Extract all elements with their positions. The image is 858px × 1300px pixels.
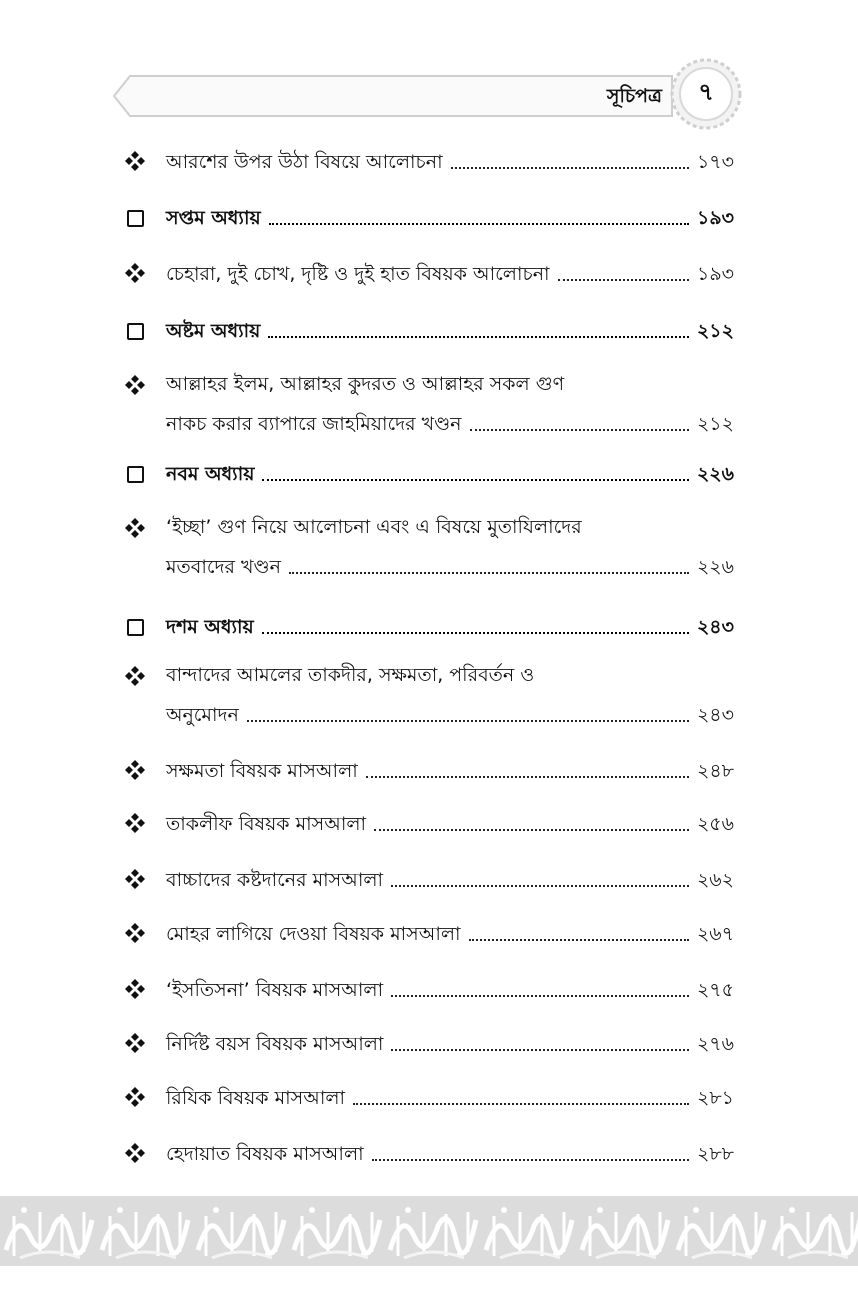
toc-entry-page: ২৪৮ [696,760,734,782]
toc-entry-page: ২৬৭ [696,923,734,945]
toc-entry[interactable] [124,256,734,288]
diamond-bullet-icon [124,868,146,890]
dot-leader [469,938,689,941]
diamond-bullet-icon [124,374,146,396]
dot-leader [391,994,689,997]
dot-leader [353,1102,689,1105]
dot-leader [391,884,689,887]
toc-entry-title: আরশের উপর উঠা বিষয়ে আলোচনা [166,151,443,173]
toc-entry-title: সক্ষমতা বিষয়ক মাসআলা [166,760,358,782]
diamond-bullet-icon [124,262,146,284]
toc-chapter[interactable] [124,313,734,345]
dot-leader [269,222,689,225]
page-number: ৭ [698,78,714,106]
dot-leader [391,1048,689,1051]
toc-entry-title: রিযিক বিষয়ক মাসআলা [166,1087,346,1109]
page-title: সূচিপত্র [606,85,662,107]
toc-entry[interactable] [124,862,734,894]
toc-entry-title: তাকলীফ বিষয়ক মাসআলা [166,813,367,835]
dot-leader [372,1158,689,1161]
square-bullet-icon [127,323,144,340]
toc-entry-page: ১৯৩ [696,263,734,285]
chapter-page: ১৯৩ [696,207,734,229]
toc-entry[interactable] [124,753,734,785]
dot-leader [268,335,689,338]
toc-entry-title: বাচ্চাদের কষ্টদানের মাসআলা [166,869,384,891]
diamond-bullet-icon [124,1086,146,1108]
diamond-bullet-icon [124,665,146,687]
toc-entry-page: ২৮৮ [696,1143,734,1165]
toc-chapter[interactable] [124,200,734,232]
calligraphy-border [0,1196,858,1266]
toc-entry-title: মোহর লাগিয়ে দেওয়া বিষয়ক মাসআলা [166,923,461,945]
toc-entry-page: ২২৬ [696,556,734,578]
diamond-bullet-icon [124,1142,146,1164]
dot-leader [558,278,689,281]
dot-leader [247,719,689,722]
toc-entry-title: আল্লাহর ইলম, আল্লাহর কুদরত ও আল্লাহর সকল গুণ [166,373,565,395]
toc-entry[interactable] [124,806,734,838]
diamond-bullet-icon [124,812,146,834]
toc-entry[interactable] [124,1026,734,1058]
toc-entry-page: ২৬২ [696,869,734,891]
dot-leader [366,775,689,778]
toc-entry[interactable] [124,659,734,729]
toc-entry-title-cont: অনুমোদন [166,704,239,726]
toc-entry-title: ‘ইচ্ছা’ গুণ নিয়ে আলোচনা এবং এ বিষয়ে মুতাযিলাদের [166,516,582,538]
toc-entry-title: নির্দিষ্ট বয়স বিষয়ক মাসআলা [166,1033,384,1055]
dot-leader [262,478,689,481]
square-bullet-icon [127,210,144,227]
toc-entry-title: হেদায়াত বিষয়ক মাসআলা [166,1143,364,1165]
header-banner [112,72,678,120]
chapter-page: ২১২ [696,320,734,342]
dot-leader [262,631,689,634]
diamond-bullet-icon [124,759,146,781]
diamond-bullet-icon [124,978,146,1000]
toc-entry[interactable] [124,1080,734,1112]
dot-leader [289,571,689,574]
toc-entry-page: ২৫৬ [696,813,734,835]
diamond-bullet-icon [124,922,146,944]
square-bullet-icon [127,619,144,636]
toc-entry-page: ১৭৩ [696,151,734,173]
toc-entry-title: বান্দাদের আমলের তাকদীর, সক্ষমতা, পরিবর্তন ও [166,664,535,686]
toc-entry[interactable] [124,511,734,581]
toc-entry-page: ২৭৫ [696,979,734,1001]
toc-entry-title-cont: মতবাদের খণ্ডন [166,556,281,578]
toc-entry[interactable] [124,368,734,438]
toc-entry[interactable] [124,972,734,1004]
toc-entry-page: ২৪৩ [696,704,734,726]
toc-entry-page: ২৭৬ [696,1033,734,1055]
chapter-page: ২৪৩ [696,616,734,638]
toc-entry[interactable] [124,916,734,948]
toc-entry-title: ‘ইসতিসনা’ বিষয়ক মাসআলা [166,979,384,1001]
dot-leader [374,828,689,831]
toc-entry-title: চেহারা, দুই চোখ, দৃষ্টি ও দুই হাত বিষয়ক আলোচনা [166,263,550,285]
toc-entry-title-cont: নাকচ করার ব্যাপারে জাহমিয়াদের খণ্ডন [166,413,462,435]
toc-chapter[interactable] [124,609,734,641]
diamond-bullet-icon [124,1032,146,1054]
dot-leader [451,166,689,169]
toc-entry[interactable] [124,1136,734,1168]
chapter-title: নবম অধ্যায় [166,463,255,485]
diamond-bullet-icon [124,150,146,172]
chapter-page: ২২৬ [696,463,734,485]
chapter-title: সপ্তম অধ্যায় [166,207,261,229]
chapter-title: অষ্টম অধ্যায় [166,320,261,342]
toc-entry-page: ২১২ [696,413,734,435]
toc-entry-page: ২৮১ [696,1087,734,1109]
toc-entry[interactable] [124,144,734,176]
dot-leader [470,428,689,431]
diamond-bullet-icon [124,517,146,539]
square-bullet-icon [127,466,144,483]
chapter-title: দশম অধ্যায় [166,616,254,638]
toc-chapter[interactable] [124,456,734,488]
